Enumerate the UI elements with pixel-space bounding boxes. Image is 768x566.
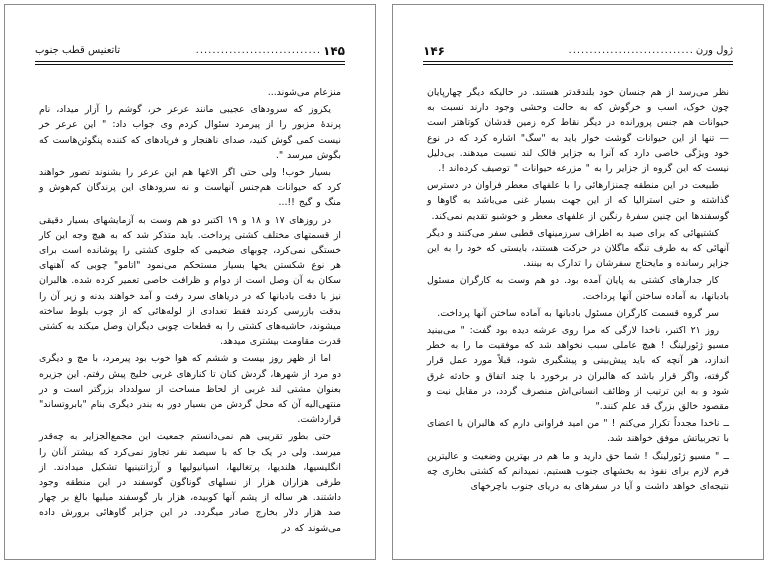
paragraph: در روزهای ۱۷ و ۱۸ و ۱۹ اکتبر دو هم وست به آزمایشهای بسیار دقیقی از قسمتهای مختلف کشتی پرداخت. باید متذکر شد که به هیچ وجه این کار خستگی نمی‌کرد، چوبهای ضخیمی که جلوی کشتی را پوشانده است برای هر نوع شکستن یخها بسیار مستحکم می‌نمود "اتامو" چوبی که آهنهای سکان به آن وصل است از دوام و ظرافت خاصی تعمیر کرده شده. هالبران نیز با دقت بادبانها که در دریاهای سرد رفت و آمد خواهند بدنه و زیر آن را بدقت بازرسی کردند فقط تعدادی از لوله‌هائی که از چوب بلوط ساخته میشوند، حاشیه‌های کشتی را به قطعات چوبی دیگران وصل میکند به کشتی قدرت مقاومت بیشتری میدهد. [39,214,341,348]
left-page [4,4,376,560]
page-number: ۱۴۶ [423,44,445,58]
header-leader-dots: .............................. [568,45,694,56]
paragraph: نظر می‌رسد از هم جنسان خود بلندقدتر هستند. در حالیکه دیگر چهارپایان چون خوک، اسب و خرگوش که به حالت وحشی وجود دارند نسبت به حیوانات هم جنس پرورانده در دیگر نقاط کره زمین قدشان کوتاهتر است — تنها از این حیوانات گوشت خوار باید به "سگ" اشاره کرد که در نوع خود ویژگی خاصی دارد که آنرا به جزایر فالک لند نسبت میدهند. بی‌دلیل نیست که این گروه از جزایر را به " مزرعه حیوانات " توصیف کرده‌اند !. [427,87,729,175]
paragraph: روز ۲۱ اکتبر، ناخدا لارگی که مرا روی عرشه دیده بود گفت: " می‌بینید مسیو ژئورلینگ ! هیچ عاملی سبب نخواهد شد که موفقیت ما را به خطر اندازد، هر آنچه که باید پیش‌بینی و پیشگیری شود، قبلاً مورد عمل قرار گرفته، واگر قرار باشد که هالبران در برخورد با چند اتفاق و حادثه غرق شود و به این ترتیب از وظائف انسانی‌اش منصرف گردد، در مقابل نیت و مقصود خالق بزرگ قد علم کنند." [427,325,729,413]
page-body-text [427,85,729,496]
page-body-text [39,85,341,538]
paragraph: سر گروه قسمت کارگران مسئول بادبانها به آماده ساختن آنها پرداخت. [437,307,719,319]
header-rule-bottom [35,64,345,65]
paragraph: طبیعت در این منطقه چمنزارهائی را با علفهای معطر فراوان در دسترس گذاشته و حتی استرالیا که از این جهت بسیار غنی می‌باشد به گاوها و گوسفندها این چنین سفرهٔ رنگین از علفهای معطر و خوشبو تقدیم نمی‌کند. [427,180,729,222]
paragraph: بسیار خوب! ولی حتی اگر الاغها هم این عرعر را بشنوند تصور خواهند کرد که حیوانات هم‌جنس آنهاست و نه سرودهای این پرندگان کم‌هوش و منگ و گیج !!... [39,167,341,209]
page-header [35,43,345,59]
paragraph: کار جدارهای کشتی به پایان آمده بود. دو هم وست به کارگران مسئول بادبانها، به آماده ساختن آنها پرداخت. [427,275,729,302]
paragraph: منزعام می‌شوند... [267,87,341,98]
header-leader-dots: .............................. [195,45,322,56]
paragraph: ــ " مسیو ژئورلینگ ! شما حق دارید و ما هم در بهترین وضعیت و عالیترین فرم لازم برای نفوذ به بخشهای جنوب هستیم. نمیدانم که کشتی بخاری چه نتیجه‌ای خواهد داشت و آیا در سفرهای به دریای جنوب باچرخهای [427,450,729,493]
page-header [423,43,733,59]
paragraph: اما از ظهر روز بیست و ششم که هوا خوب بود پیرمرد، با مچ و دیگری دو مرد از شهرها، گردش کنان تا کنارهای غربی خلیج پیش رفتم. این جزیره بعنوان مشتی لند غربی از لحاظ مساحت از سولدداد بزرگتر است و در منتهی‌الیه آن که محل گردش من بسیار دور به بندر دیگری بنام "بابروتساند" قرارداشت. [39,353,341,426]
header-rule-top [35,61,345,62]
paragraph: یکروز که سرودهای عجیبی مانند عرعر خر، گوشم را آزار میداد، نام پرندۀ مزبور را از پیرمرد سئوال کردم وی جواب داد: " این عرعر خر نیست کمی گوش کنید، صدای ناهنجار و فریادهای که کننده پنگوئن‌هاست که بگوش میرسد ". [39,104,341,161]
header-rule-top [423,61,733,62]
paragraph: ــ ناخدا مجدداً تکرار می‌کنم ! " من امید فراوانی دارم که هالبران با اعضای با تجربیاتش موفق خواهند شد. [427,418,729,445]
running-title: تاتعنیس قطب جنوب [35,45,121,56]
paragraph: حتی بطور تقریبی هم نمی‌دانستم جمعیت این مجمع‌الجزایر به چه‌قدر میرسد. ولی در یک جا که با سیصد نفر تجاوز نمی‌کرد که بیشتر آنان را انگلیسیها، هلندیها، پرتغالیها، اسپانیولیها و آرژانتینیها تشکیل میدادند. از طرفی هزاران هزار از نسلهای گوناگون گوسفند در این منطقه وجود داشتند. هر ساله از پشم آنها کوبیده، هزار بار گوسفند میلیها بالغ بر چهار صد هزار دلار بخارج صادر میگردد. در این جزایر گاوهائی برورش داده می‌شوند که در [39,431,341,534]
running-title: ژول ورن [695,45,733,56]
page-number: ۱۴۵ [323,44,345,58]
header-rule-bottom [423,64,733,65]
paragraph: کشتیهائی که برای صید به اطراف سرزمینهای قطبی سفر می‌کنند و دیگر آنهائی که به طرف تنگه ماگلان در حرکت هستند، بایستی که خود را به این جزایر رسانده و مایحتاج سفرشان را تدارک به بینند. [427,227,729,270]
right-page [392,4,764,560]
